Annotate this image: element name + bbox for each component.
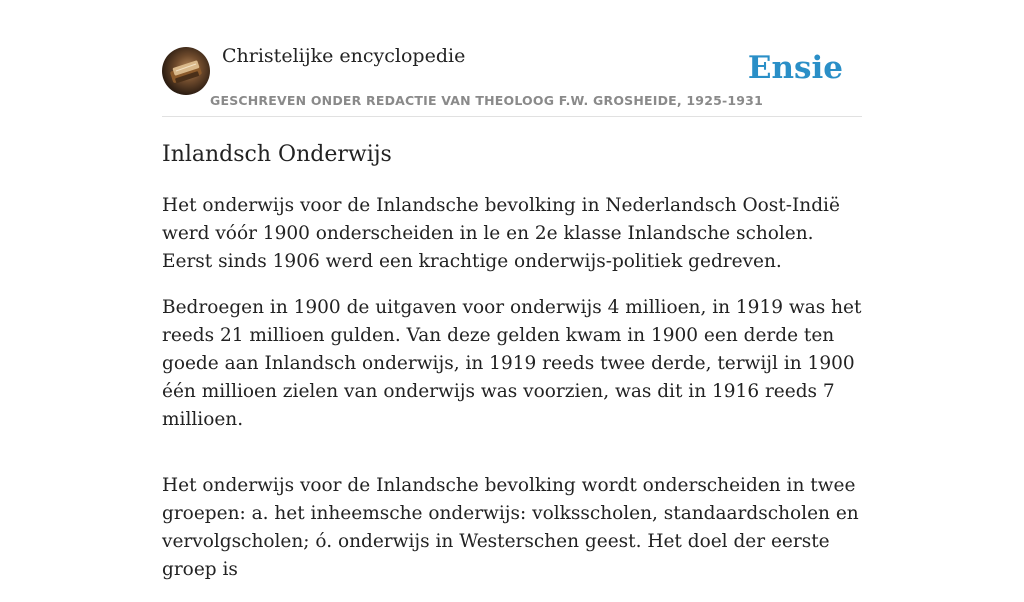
article-paragraph-3: Het onderwijs voor de Inlandsche bevolking wordt onderscheiden in twee groepen: a. het inheemsche onderwijs: volksscholen, standaardscholen en vervolgscholen; ó. onderwijs in Westerschen geest. Het doel der eerste groep is [162,475,859,580]
article-content [162,138,862,602]
ensie-logo-link[interactable]: Ensie [747,50,843,86]
site-title[interactable]: Christelijke encyclopedie [222,45,466,67]
article-paragraph-2: Bedroegen in 1900 de uitgaven voor onderwijs 4 millioen, in 1919 was het reeds 21 millioen gulden. Van deze gelden kwam in 1900 een derde ten goede aan Inlandsch onderwijs, in 1919 reeds twee derde, terwijl in 1900 één millioen zielen van onderwijs was voorzien, was dit in 1916 reeds 7 millioen. [162,297,862,430]
article-paragraph-1: Het onderwijs voor de Inlandsche bevolking in Nederlandsch Oost-Indië werd vóór 1900 onderscheiden in le en 2e klasse Inlandsche scholen. Eerst sinds 1906 werd een krachtige onderwijs-politiek gedreven. [162,195,840,272]
article-title: Inlandsch Onderwijs [162,142,392,167]
book-photo-icon[interactable] [162,47,210,95]
site-subtitle: GESCHREVEN ONDER REDACTIE VAN THEOLOOG F.W. GROSHEIDE, 1925-1931 [210,93,763,108]
site-header [162,0,862,117]
